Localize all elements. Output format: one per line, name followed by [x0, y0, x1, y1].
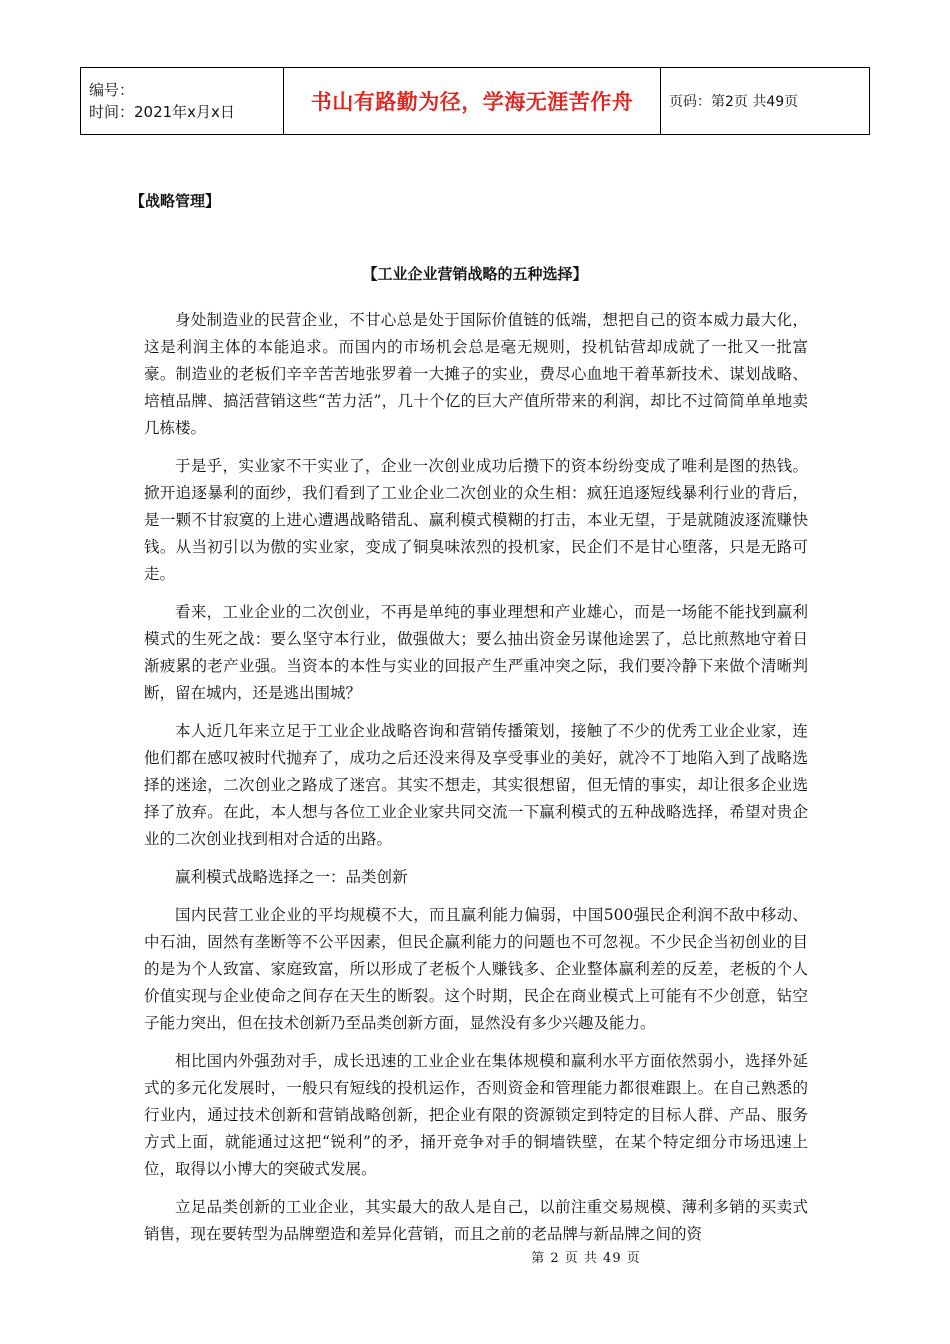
document-number-label: 编号： [89, 81, 135, 99]
section-tag: 【战略管理】 [130, 192, 221, 210]
paragraph: 看来，工业企业的二次创业，不再是单纯的事业理想和产业雄心，而是一场能不能找到赢利模式的生死之战：要么坚守本行业，做强做大；要么抽出资金另谋他途罢了，总比煎熬地守着日渐疲累的老产业强。当资本的本性与实业的回报产生严重冲突之际，我们要冷静下来做个清晰判断，留在城内，还是逃出围城？ [144, 603, 808, 702]
paragraph: 相比国内外强劲对手，成长迅速的工业企业在集体规模和赢利水平方面依然弱小，选择外延式的多元化发展时，一般只有短线的投机运作，否则资金和管理能力都很难跟上。在自己熟悉的行业内，通过技术创新和营销战略创新，把企业有限的资源锁定到特定的目标人群、产品、服务方式上面，就能通过这把“锐利”的矛，捅开竞争对手的铜墙铁壁，在某个特定细分市场迅速上位，取得以小博大的突破式发展。 [144, 1052, 808, 1178]
paragraph: 本人近几年来立足于工业企业战略咨询和营销传播策划，接触了不少的优秀工业企业家，连他们都在感叹被时代抛弃了，成功之后还没来得及享受事业的美好，就冷不丁地陷入到了战略选择的迷途，二次创业之路成了迷宫。其实不想走，其实很想留，但无情的事实，却让很多企业选择了放弃。在此，本人想与各位工业企业家共同交流一下赢利模式的五种战略选择，希望对贵企业的二次创业找到相对合适的出路。 [144, 722, 808, 848]
header-page-info: 页码：第2页 共49页 [661, 68, 870, 135]
header-motto: 书山有路勤为径，学海无涯苦作舟 [284, 68, 661, 135]
paragraph: 国内民营工业企业的平均规模不大，而且赢利能力偏弱，中国500强民企利润不敌中移动、中石油，固然有垄断等不公平因素，但民企赢利能力的问题也不可忽视。不少民企当初创业的目的是为个人致富、家庭致富，所以形成了老板个人赚钱多、企业整体赢利差的反差，老板的个人价值实现与企业使命之间存在天生的断裂。这个时期，民企在商业模式上可能有不少创意，钻空子能力突出，但在技术创新乃至品类创新方面，显然没有多少兴趣及能力。 [144, 906, 808, 1032]
document-body [144, 307, 808, 1259]
paragraph: 于是乎，实业家不干实业了，企业一次创业成功后攒下的资本纷纷变成了唯利是图的热钱。掀开追逐暴利的面纱，我们看到了工业企业二次创业的众生相：疯狂追逐短线暴利行业的背后，是一颗不甘寂寞的上进心遭遇战略错乱、赢利模式模糊的打击，本业无望，于是就随波逐流赚快钱。从当初引以为傲的实业家，变成了铜臭味浓烈的投机家，民企们不是甘心堕落，只是无路可走。 [144, 457, 808, 583]
page-footer: 第 2 页 共 49 页 [531, 1251, 641, 1266]
section-subheading: 赢利模式战略选择之一：品类创新 [175, 868, 408, 886]
paragraph: 立足品类创新的工业企业，其实最大的敌人是自己，以前注重交易规模、薄利多销的买卖式销售，现在要转型为品牌塑造和差异化营销，而且之前的老品牌与新品牌之间的资 [144, 1198, 808, 1243]
paragraph: 身处制造业的民营企业，不甘心总是处于国际价值链的低端，想把自己的资本威力最大化，这是利润主体的本能追求。而国内的市场机会总是毫无规则，投机钻营却成就了一批又一批富豪。制造业的老板们辛辛苦苦地张罗着一大摊子的实业，费尽心血地干着革新技术、谋划战略、培植品牌、搞活营销这些“苦力活”，几十个亿的巨大产值所带来的利润，却比不过简简单单地卖几栋楼。 [144, 311, 808, 437]
document-title: 【工业企业营销战略的五种选择】 [362, 265, 588, 283]
header-table [80, 67, 870, 135]
document-time-label: 时间：2021年x月x日 [89, 103, 235, 121]
header-meta-cell [81, 68, 284, 135]
